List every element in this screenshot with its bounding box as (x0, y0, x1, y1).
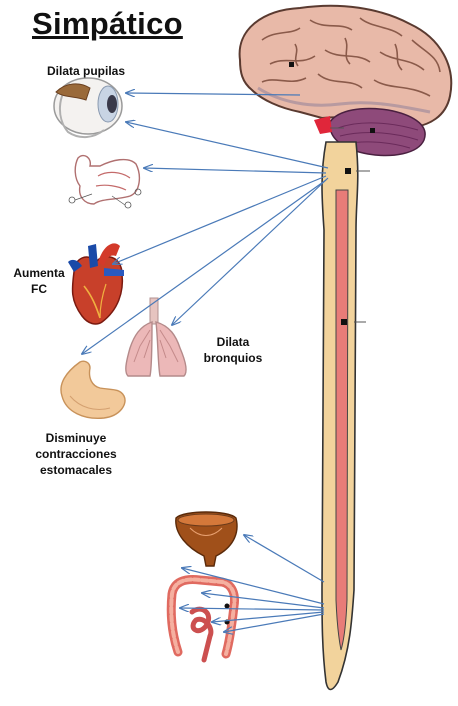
intestines-illustration (171, 580, 234, 660)
label-stomach-line1: Disminuye (45, 431, 107, 445)
label-pupils-text: Dilata pupilas (46, 64, 126, 78)
label-heart-line1: Aumenta (13, 266, 65, 280)
label-lungs-line1: Dilata (216, 335, 250, 349)
lungs-illustration (126, 298, 186, 376)
arrow-to-salivary (144, 168, 326, 173)
arrow-to-lungs (172, 178, 328, 325)
arrow-to-eye-lower (126, 122, 328, 168)
stomach-illustration (61, 361, 125, 418)
label-pupils (38, 63, 134, 79)
brain-illustration (240, 6, 452, 156)
spinal-cord-illustration (322, 142, 370, 690)
page-title: Simpático (32, 6, 183, 41)
arrow-to-colon-upper (182, 568, 324, 604)
eye-illustration (54, 78, 122, 137)
salivary-glands-illustration (69, 156, 141, 208)
arrow-to-colon-mid1 (202, 593, 324, 608)
label-lungs-line2: bronquios (203, 351, 263, 365)
bladder-illustration (176, 512, 237, 566)
label-stomach (20, 430, 132, 478)
label-lungs (196, 334, 270, 366)
label-stomach-line3: estomacales (39, 463, 113, 477)
label-heart (8, 265, 70, 297)
arrow-to-bladder (244, 535, 324, 582)
arrow-to-heart (113, 176, 326, 264)
label-stomach-line2: contracciones (35, 447, 117, 461)
label-heart-line2: FC (31, 282, 47, 296)
heart-illustration (68, 243, 124, 324)
